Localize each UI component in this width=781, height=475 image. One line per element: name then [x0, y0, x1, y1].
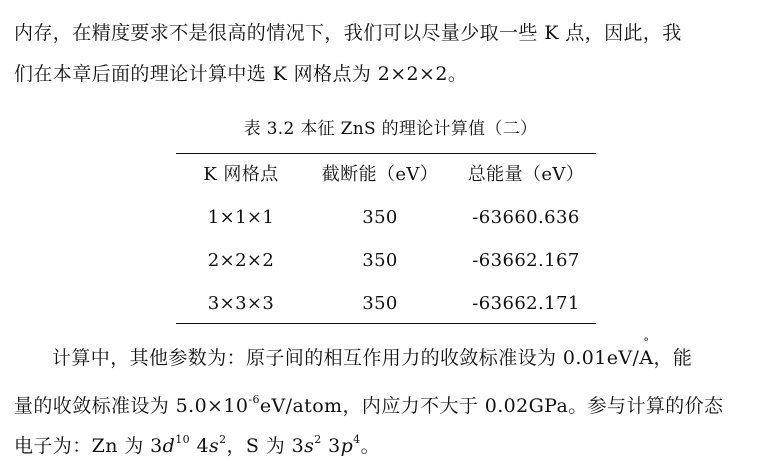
valence-end: 。 [360, 435, 380, 457]
intro-line-1: 内存，在精度要求不是很高的情况下，我们可以尽量少取一些 K 点，因此，我 [14, 22, 682, 44]
row2-kpoints: 2×2×2 [207, 250, 275, 271]
angstrom-letter: A [639, 347, 654, 369]
orbital-d-exp: 10 [175, 433, 190, 446]
params-line-1 [52, 336, 767, 370]
angstrom-unit [639, 336, 654, 370]
header-kpoints: K 网格点 [203, 164, 279, 185]
params-line-2-tail: eV/atom，内应力不大于 0.02GPa。参与计算的价态 [259, 395, 724, 417]
table-caption: 表 3.2 本征 ZnS 的理论计算值（二） [243, 119, 538, 139]
valence-space-2: 3 [321, 435, 341, 457]
orbital-s2-exp: 2 [314, 433, 322, 446]
row1-cutoff: 350 [362, 207, 398, 228]
valence-space: 4 [190, 435, 209, 457]
valence-text-s: ，S 为 3 [226, 435, 305, 457]
row3-cutoff: 350 [362, 293, 398, 314]
params-line-1-tail: ，能 [653, 347, 693, 369]
orbital-s: s [208, 435, 220, 457]
orbital-p-exp: 4 [353, 433, 361, 446]
table-top-rule [176, 153, 596, 154]
row1-kpoints: 1×1×1 [207, 207, 275, 228]
angstrom-ring: ° [643, 336, 650, 349]
row2-cutoff: 350 [362, 250, 398, 271]
row1-energy: -63660.636 [472, 207, 580, 228]
header-cutoff: 截断能（eV） [321, 164, 439, 185]
params-line-2-text: 量的收敛标准设为 5.0×10 [14, 395, 249, 417]
params-line-1-text: 计算中，其他参数为：原子间的相互作用力的收敛标准设为 0.01eV/ [52, 347, 640, 369]
orbital-d: d [162, 435, 176, 457]
params-exponent: -6 [248, 393, 260, 406]
intro-line-2: 们在本章后面的理论计算中选 K 网格点为 2×2×2。 [14, 63, 468, 85]
orbital-p: p [340, 435, 354, 457]
params-line-3 [14, 434, 767, 458]
row3-energy: -63662.171 [472, 293, 580, 314]
table-bottom-rule [176, 323, 596, 324]
orbital-s-exp: 2 [219, 433, 227, 446]
orbital-s2: s [304, 435, 315, 457]
row3-kpoints: 3×3×3 [207, 293, 275, 314]
header-energy: 总能量（eV） [467, 164, 585, 185]
params-line-2 [14, 394, 767, 418]
valence-text-zn: 电子为：Zn 为 3 [14, 435, 163, 457]
row2-energy: -63662.167 [472, 250, 580, 271]
